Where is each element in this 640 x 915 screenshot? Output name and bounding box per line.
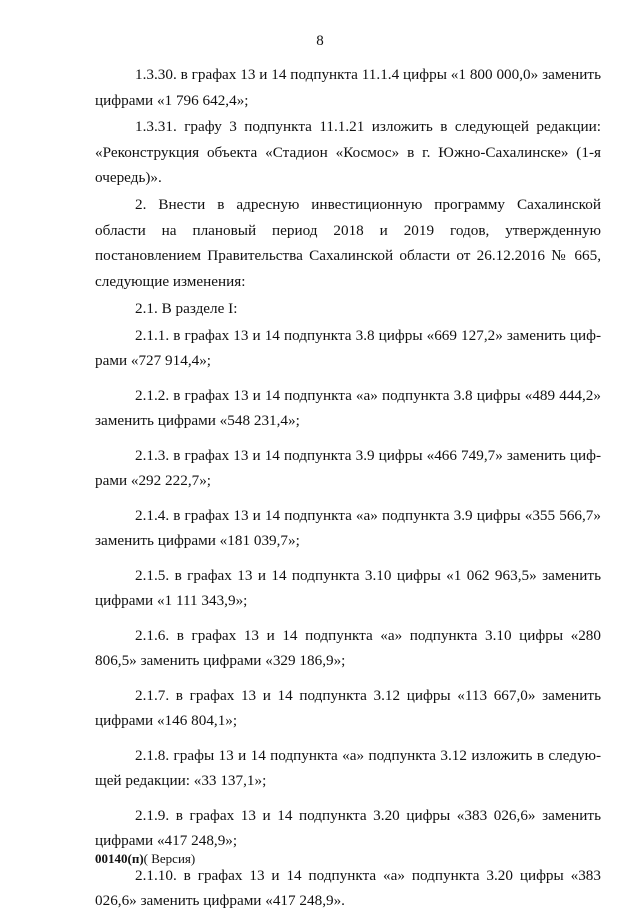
document-version-label: ( Версия) — [143, 851, 196, 866]
paragraph-2-1-5: 2.1.5. в графах 13 и 14 подпункта 3.10 цифры «1 062 963,5» заменить цифрами «1 111 343,9»; — [95, 566, 601, 610]
paragraph-1-3-30: 1.3.30. в графах 13 и 14 подпункта 11.1.4 цифры «1 800 000,0» заменить цифрами «1 796 642,4»; — [95, 66, 601, 109]
paragraph-2-1-6: 2.1.6. в графах 13 и 14 подпункта «а» подпункта 3.10 цифры «280 806,5» заменить цифрами «329 186,9»; — [95, 626, 601, 670]
paragraph-2-1: 2.1. В разделе I: — [135, 299, 238, 317]
document-code-footer — [95, 851, 195, 867]
paragraph-2-1-10: 2.1.10. в графах 13 и 14 подпункта «а» подпункта 3.20 цифры «383 026,6» заменить цифрами «417 248,9». — [95, 866, 601, 910]
paragraph-2: 2. Внести в адресную инвестиционную программу Сахалинской области на плановый период 2018 и 2019 годов, утвержденную постановлением Правительства Сахалинской области от 26.12.2016 № 665, следующие изменения: — [95, 196, 601, 290]
document-body — [95, 62, 601, 915]
document-code: 00140(п) — [95, 851, 144, 866]
paragraph-2-1-8: 2.1.8. графы 13 и 14 подпункта «а» подпункта 3.12 изложить в следующей редакции: «33 137,1»; — [95, 746, 601, 790]
page-number: 8 — [316, 33, 324, 49]
paragraph-2-1-7: 2.1.7. в графах 13 и 14 подпункта 3.12 цифры «113 667,0» заменить цифрами «146 804,1»; — [95, 686, 601, 730]
paragraph-1-3-31: 1.3.31. графу 3 подпункта 11.1.21 изложить в следующей редакции: «Реконструкция объекта «Стадион «Космос» в г. Южно-Сахалинске» (1-я очередь)». — [95, 118, 601, 187]
paragraph-2-1-4: 2.1.4. в графах 13 и 14 подпункта «а» подпункта 3.9 цифры «355 566,7» заменить цифрами «181 039,7»; — [95, 506, 601, 550]
paragraph-2-1-1: 2.1.1. в графах 13 и 14 подпункта 3.8 цифры «669 127,2» заменить цифрами «727 914,4»; — [95, 326, 601, 370]
paragraph-2-1-3: 2.1.3. в графах 13 и 14 подпункта 3.9 цифры «466 749,7» заменить цифрами «292 222,7»; — [95, 446, 601, 490]
paragraph-2-1-2: 2.1.2. в графах 13 и 14 подпункта «а» подпункта 3.8 цифры «489 444,2» заменить цифрами «548 231,4»; — [95, 386, 601, 430]
paragraph-2-1-9: 2.1.9. в графах 13 и 14 подпункта 3.20 цифры «383 026,6» заменить цифрами «417 248,9»; — [95, 806, 601, 850]
